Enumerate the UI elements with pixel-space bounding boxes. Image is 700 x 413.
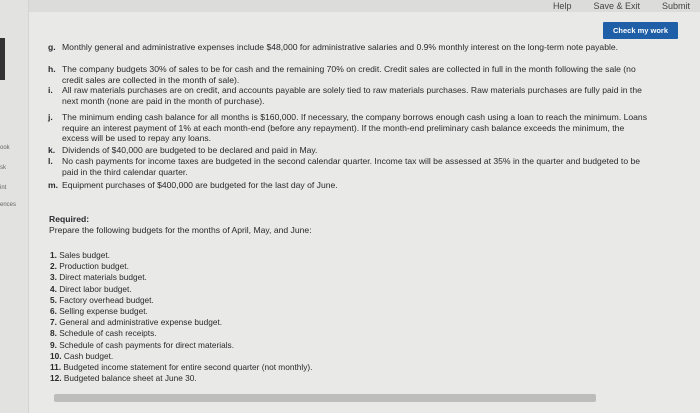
budget-list-item [50,340,234,350]
item-text: Monthly general and administrative expenses include $48,000 for administrative salaries and 0.9% monthly interest on the long-term note payable. [62,42,619,52]
list-item [48,145,648,156]
item-number: 11. [50,362,62,372]
sidebar-item-ask[interactable]: sk [0,165,6,171]
item-text: Selling expense budget. [59,306,148,316]
item-key: g. [48,42,56,52]
item-key: m. [48,180,59,190]
budget-list-item [50,328,157,338]
budget-list-item [50,373,197,383]
sidebar-item-references[interactable]: ences [0,202,17,208]
item-text: Direct materials budget. [59,272,147,283]
item-text: The minimum ending cash balance for all months is $160,000. If necessary, the company borrows enough cash using a loan to reach the minimum. Loans require an interest payment of 1% at each month-end (before any repayment). If the month-end preliminary cash balance exceeds the minimum, the excess will be used to repay any loans. [62,112,648,143]
budget-list-item [50,362,312,372]
list-item [48,85,648,106]
budget-list-item [50,317,222,327]
budget-list-item [50,295,154,305]
item-number: 2. [50,261,57,272]
budget-list-item [50,351,113,361]
item-text: Factory overhead budget. [59,294,154,305]
list-item [48,42,648,53]
item-text: Direct labor budget. [59,283,132,294]
item-text: Cash budget. [63,350,114,361]
budget-list-item [50,306,148,316]
top-nav [553,1,690,11]
sidebar-active-marker [0,38,5,80]
budget-list-item [50,272,147,282]
list-item [48,112,648,144]
horizontal-scrollbar[interactable] [54,394,596,402]
item-text: Sales budget. [59,250,110,260]
item-text: Schedule of cash payments for direct materials. [59,339,235,350]
item-text: Equipment purchases of $400,000 are budgeted for the last day of June. [62,180,338,190]
item-key: i. [48,85,53,95]
item-text: Budgeted balance sheet at June 30. [63,373,197,384]
budget-list-item [50,261,129,271]
list-item [48,156,648,177]
item-key: l. [48,156,53,166]
item-number: 9. [50,339,57,350]
item-text: Schedule of cash receipts. [59,328,157,339]
item-number: 8. [50,328,57,339]
item-text: No cash payments for income taxes are budgeted in the second calendar quarter. Income tax will be assessed at 35% in the quarter and budgeted to be paid in the third calendar quarter. [62,156,641,177]
list-item [48,180,648,191]
item-text: General and administrative expense budget. [59,317,223,328]
item-number: 4. [50,283,57,294]
item-number: 10. [50,350,62,361]
item-number: 12. [50,373,62,384]
item-text: Production budget. [59,261,129,272]
item-text: All raw materials purchases are on credit, and accounts payable are solely tied to raw materials purchases. Raw materials purchases are fully paid in the next month (none are paid in the month of purchase). [62,85,642,106]
submit-link[interactable]: Submit [661,1,690,11]
required-heading: Required: [49,214,90,224]
sidebar [0,0,29,413]
item-number: 6. [50,306,57,316]
sidebar-item-print[interactable]: int [0,185,7,191]
check-my-work-button[interactable]: Check my work [603,22,678,39]
save-exit-link[interactable]: Save & Exit [593,1,640,11]
item-number: 7. [50,317,57,328]
item-text: Dividends of $40,000 are budgeted to be declared and paid in May. [62,145,318,155]
item-text: The company budgets 30% of sales to be for cash and the remaining 70% on credit. Credit sales are collected in full in the month following the sale (no credit sales are collected in the month of sale). [62,64,636,85]
required-intro: Prepare the following budgets for the months of April, May, and June: [49,225,312,235]
budget-list-item [50,250,110,260]
help-link[interactable]: Help [552,1,572,11]
sidebar-item-ebook[interactable]: ook [0,145,10,151]
item-number: 3. [50,272,57,283]
list-item [48,64,648,85]
item-text: Budgeted income statement for entire second quarter (not monthly). [63,362,313,372]
budget-list-item [50,284,132,294]
item-number: 1. [50,250,57,260]
item-key: k. [48,145,56,155]
item-number: 5. [50,294,57,305]
item-key: h. [48,64,56,74]
item-key: j. [48,112,53,122]
